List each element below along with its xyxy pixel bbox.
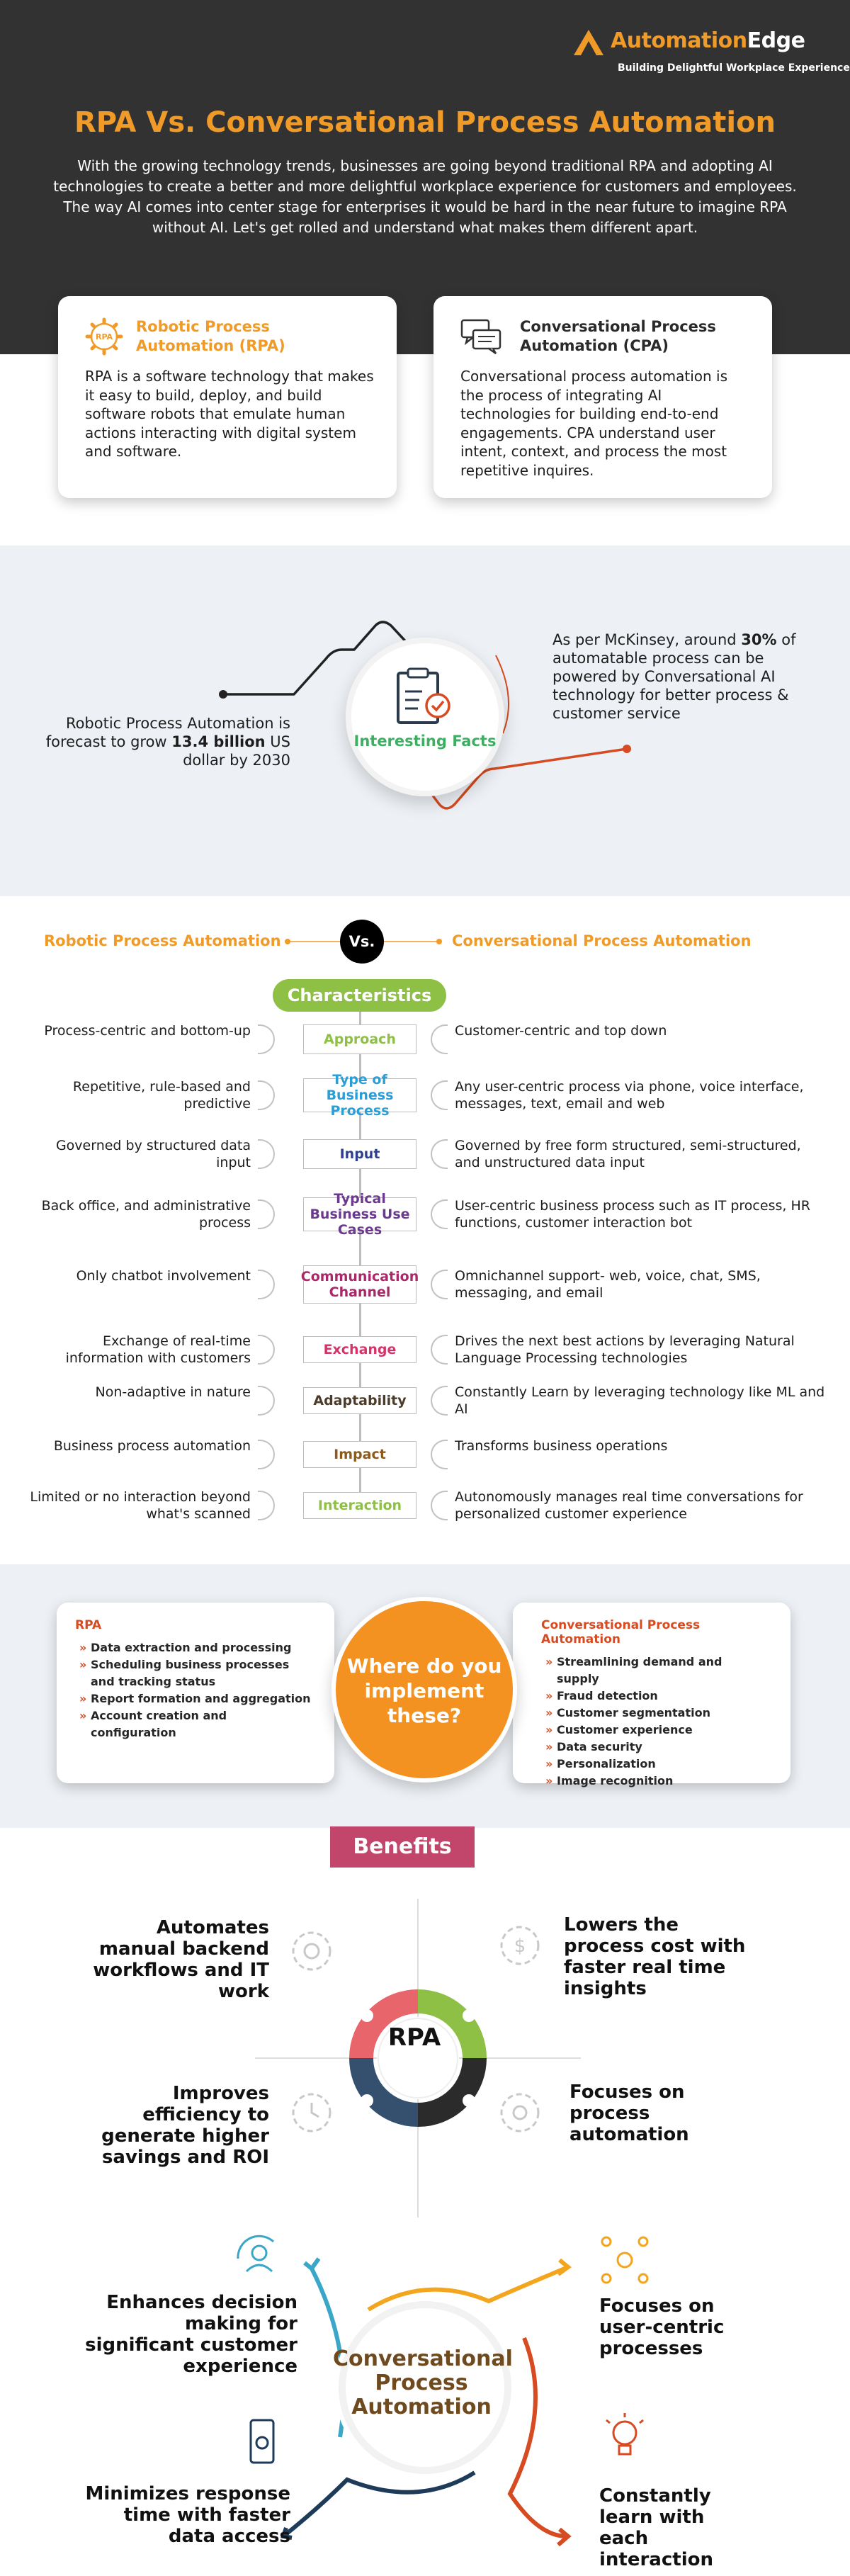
characteristic-label: Typical Business Use Cases [303,1197,416,1231]
left-connector-arc [258,1335,275,1365]
right-connector-arc [431,1440,448,1469]
cpa-characteristic-value: Customer-centric and top down [455,1023,667,1039]
rpa-benefit-1: Automates manual backend workflows and IT work [93,1917,269,2002]
use-case-item: » Report formation and aggregation [75,1690,316,1707]
right-connector-arc [431,1386,448,1416]
cost-dollar-icon [492,1917,548,1974]
right-connector-arc [431,1270,448,1299]
automationedge-logo-icon [572,28,605,57]
vs-badge: Vs. [340,920,384,964]
right-connector-arc [431,1199,448,1229]
rpa-benefit-4: Focuses on process automation [570,2081,689,2145]
characteristic-label: Approach [303,1024,416,1054]
use-case-item: » Fraud detection [541,1688,762,1705]
rpa-gear-icon [85,317,123,356]
user-cycle-icon [231,2230,288,2287]
rpa-use-cases-card [57,1603,334,1783]
cpa-characteristic-value: Constantly Learn by leveraging technology like ML and AI [455,1384,825,1417]
efficiency-clock-icon [283,2084,340,2141]
svg-text:RPA: RPA [95,332,113,341]
use-case-item: » Customer experience [541,1722,762,1739]
learning-lightbulb-icon [596,2409,653,2465]
cpa-use-cases-list [541,1654,762,1790]
page-title: RPA Vs. Conversational Process Automation [74,106,776,139]
use-case-item: » Account creation and configuration [75,1707,316,1741]
cpa-use-cases-title: Conversational Process Automation [541,1618,701,1646]
left-connector-arc [258,1080,275,1110]
right-connector-arc [431,1080,448,1110]
rpa-wheel-label: RPA [387,2023,441,2052]
left-connector-arc [258,1139,275,1169]
use-case-item: » Data extraction and processing [75,1639,316,1656]
rpa-characteristic-value: Only chatbot involvement [76,1268,251,1284]
rpa-use-cases-list [75,1639,316,1741]
rpa-benefit-3: Improves efficiency to generate higher savings and ROI [101,2083,269,2168]
left-connector-arc [258,1491,275,1520]
use-case-item: » Scheduling business processes and tracking status [75,1656,316,1690]
cpa-definition-card [434,296,772,498]
use-case-item: » Personalization [541,1756,762,1773]
cpa-characteristic-value: Autonomously manages real time conversations for personalized customer experience [455,1489,803,1522]
cpa-wheel-label: Conversational Process Automation [333,2346,513,2419]
right-connector-arc [431,1335,448,1365]
cpa-benefit-4: Constantly learn with each interaction [599,2485,713,2570]
mckinsey-fact: As per McKinsey, around 30% of automatable process can be powered by Conversational AI technology for better process & customer service [552,631,796,722]
intro-paragraph: With the growing technology trends, businesses are going beyond traditional RPA and adopting AI technologies to create a better and more delightful workplace experience for customers and employees. The way AI comes into center stage for enterprises it would be hard in the near future to imagine RPA without AI. Let's get rolled and understand what makes them different apart. [53,157,797,236]
characteristic-label: Impact [303,1441,416,1468]
cpa-benefit-1: Enhances decision making for significant customer experience [85,2292,298,2377]
rpa-characteristic-value: Back office, and administrative process [41,1198,251,1231]
use-case-item: » Data security [541,1739,762,1756]
rpa-growth-fact: Robotic Process Automation is forecast to grow 13.4 billion US dollar by 2030 [45,715,290,769]
clipboard-check-icon [394,666,458,730]
benefits-heading: Benefits [330,1826,475,1868]
rpa-characteristic-value: Non-adaptive in nature [95,1384,251,1400]
characteristic-label: Interaction [303,1492,416,1519]
cpa-card-body: Conversational process automation is the process of integrating AI technologies for building end-to-end engagements. CPA understand user intent, context, and process the most repetitive inquires. [460,368,728,479]
rpa-card-title: Robotic Process Automation (RPA) [136,318,285,354]
rpa-characteristic-value: Business process automation [53,1438,251,1454]
cpa-characteristic-value: Drives the next best actions by leveraging Natural Language Processing technologies [455,1333,795,1366]
mobile-data-icon [234,2414,290,2471]
rpa-use-cases-title: RPA [75,1618,102,1632]
cpa-characteristic-value: Governed by free form structured, semi-structured, and unstructured data input [455,1138,801,1170]
cpa-column-heading: Conversational Process Automation [452,932,752,949]
left-connector-arc [258,1199,275,1229]
rpa-characteristic-value: Exchange of real-time information with customers [65,1333,251,1366]
characteristic-label: Adaptability [303,1387,416,1414]
rpa-characteristic-value: Repetitive, rule-based and predictive [72,1079,251,1112]
use-case-item: » Image recognition [541,1773,762,1790]
facts-label: Interesting Facts [353,733,497,750]
characteristic-label: Exchange [303,1336,416,1363]
characteristic-label: Input [303,1139,416,1169]
rpa-column-heading: Robotic Process Automation [44,932,281,949]
right-connector-arc [431,1139,448,1169]
workflow-gears-icon [283,1923,340,1979]
rpa-card-body: RPA is a software technology that makes it easy to build, deploy, and build software robots that emulate human actions interacting with digital system and software. [85,368,374,460]
chat-bubbles-icon [460,317,503,356]
cpa-characteristic-value: User-centric business process such as IT process, HR functions, customer interaction bot [455,1198,810,1231]
use-case-item: » Customer segmentation [541,1705,762,1722]
characteristic-label: Communication Channel [303,1265,416,1304]
cpa-benefit-3: Minimizes response time with faster data access [85,2483,290,2547]
characteristic-label: Type of Business Process [303,1078,416,1112]
rpa-characteristic-value: Governed by structured data input [55,1138,251,1170]
cpa-benefit-2: Focuses on user-centric processes [599,2295,725,2359]
brand-tagline: Building Delightful Workplace Experience [618,62,850,74]
characteristics-pill: Characteristics [273,979,446,1012]
cpa-characteristic-value: Transforms business operations [455,1438,668,1454]
rpa-benefit-2: Lowers the process cost with faster real time insights [564,1914,746,1999]
rpa-definition-card [58,296,397,498]
cpa-characteristic-value: Any user-centric process via phone, voice interface, messages, text, email and web [455,1079,804,1112]
right-connector-arc [431,1491,448,1520]
cpa-use-cases-card [513,1603,790,1787]
left-connector-arc [258,1024,275,1054]
use-case-item: » Streamlining demand and supply [541,1654,762,1688]
left-connector-arc [258,1440,275,1469]
left-connector-arc [258,1270,275,1299]
cpa-characteristic-value: Omnichannel support- web, voice, chat, SMS, messaging, and email [455,1268,761,1301]
rpa-characteristic-value: Limited or no interaction beyond what's scanned [30,1489,251,1522]
process-gear-icon [492,2084,548,2141]
brand-name: AutomationEdge [611,28,805,53]
rpa-characteristic-value: Process-centric and bottom-up [44,1023,251,1039]
cpa-card-title: Conversational Process Automation (CPA) [520,318,716,354]
right-connector-arc [431,1024,448,1054]
user-network-icon [596,2232,653,2288]
svg-text:$: $ [514,1936,526,1957]
where-question: Where do you implement these? [346,1654,502,1727]
left-connector-arc [258,1386,275,1416]
